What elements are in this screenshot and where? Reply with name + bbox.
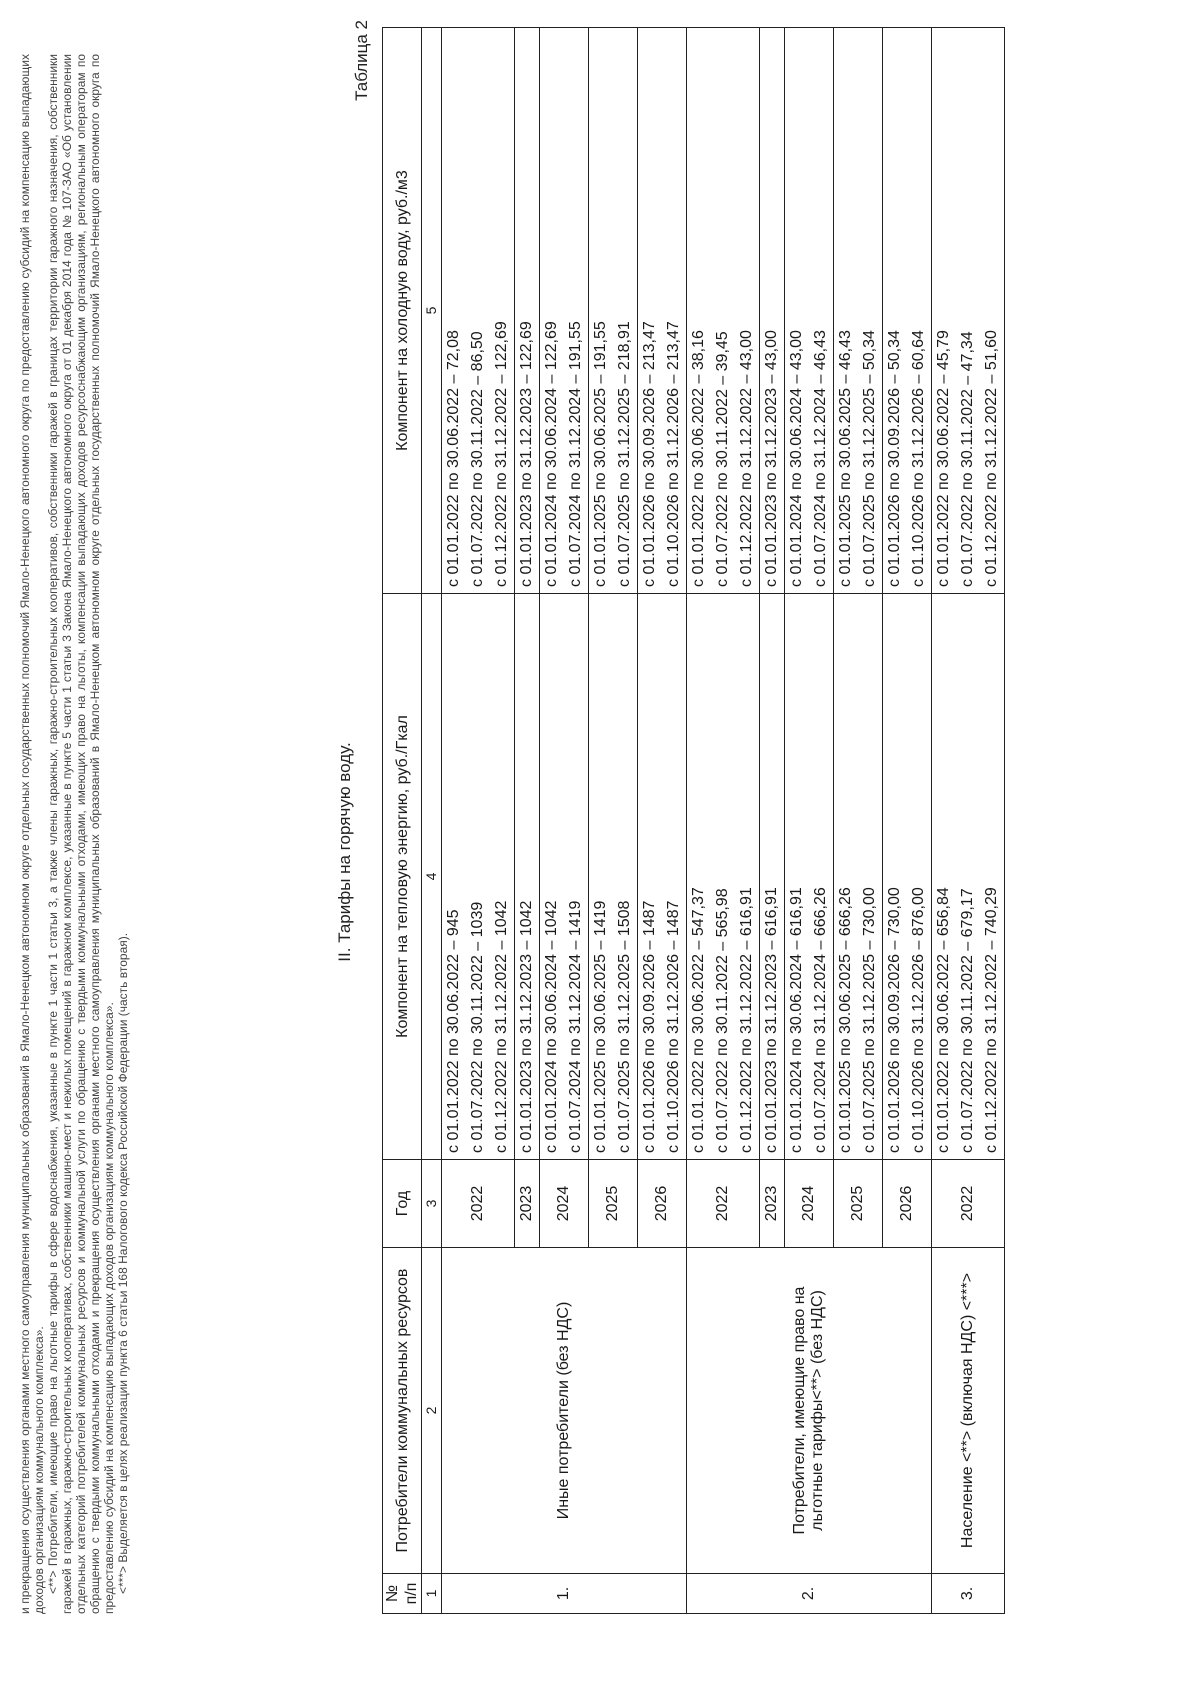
heat-tariff-period: с 01.01.2023 по 31.12.2023 – 616,91 [763,887,780,1153]
footnote-continuation: и прекращения осуществления органами местного самоуправления муниципальных образований в Ямало-Ненецком автономном округе отдельных государственных полномочий Ямало-Ненецкого автономного округа по предоставлению субсидий на компенсацию выпадающих доходов организациям коммунального комплекса». [18,54,46,1614]
heat-tariff-cell [932,594,1005,1160]
year-cell: 2022 [687,1160,760,1248]
heat-tariff-period: с 01.01.2025 по 30.06.2025 – 666,26 [837,887,854,1153]
water-tariff-period: с 01.01.2022 по 30.06.2022 – 72,08 [445,330,462,587]
column-number: 3 [422,1160,442,1248]
water-tariff-cell [540,28,589,594]
water-tariff-period: с 01.07.2024 по 31.12.2024 – 191,55 [567,321,584,587]
water-tariff-period: с 01.10.2026 по 31.12.2026 – 60,64 [910,330,927,587]
header-consumer: Потребители коммунальных ресурсов [383,1248,422,1574]
heat-tariff-period: с 01.01.2022 по 30.06.2022 – 945 [445,909,462,1153]
year-cell: 2023 [760,1160,785,1248]
year-cell: 2025 [834,1160,883,1248]
water-tariff-cell [515,28,540,594]
consumer-category: Население <**> (включая НДС) <***> [932,1248,1005,1574]
heat-tariff-cell [515,594,540,1160]
heat-tariff-cell [687,594,760,1160]
heat-tariff-cell [883,594,932,1160]
heat-tariff-period: с 01.10.2026 по 31.12.2026 – 876,00 [910,887,927,1153]
year-cell: 2024 [540,1160,589,1248]
heat-tariff-cell [589,594,638,1160]
water-tariff-cell [638,28,687,594]
water-tariff-cell [883,28,932,594]
table-label: Таблица 2 [352,20,371,101]
water-tariff-cell [589,28,638,594]
water-tariff-period: с 01.01.2025 по 30.06.2025 – 191,55 [592,321,609,587]
heat-tariff-cell [442,594,515,1160]
consumer-category: Иные потребители (без НДС) [442,1248,687,1574]
year-cell: 2022 [932,1160,1005,1248]
heat-tariff-period: с 01.12.2022 по 31.12.2022 – 616,91 [738,887,755,1153]
heat-tariff-period: с 01.07.2025 по 31.12.2025 – 730,00 [861,887,878,1153]
row-number: 2. [687,1574,932,1614]
water-tariff-period: с 01.07.2025 по 31.12.2025 – 50,34 [861,330,878,587]
column-number: 5 [422,28,442,594]
heat-tariff-period: с 01.07.2022 по 30.11.2022 – 1039 [469,901,486,1153]
water-tariff-period: с 01.01.2024 по 30.06.2024 – 122,69 [543,321,560,587]
header-number: № п/п [383,1574,422,1614]
water-tariff-period: с 01.01.2023 по 31.12.2023 – 122,69 [518,321,535,587]
tariff-table [382,27,1005,1614]
water-tariff-cell [834,28,883,594]
water-tariff-period: с 01.12.2022 по 31.12.2022 – 51,60 [983,330,1000,587]
column-number-row [422,28,442,1614]
heat-tariff-period: с 01.07.2024 по 31.12.2024 – 666,26 [812,887,829,1153]
heat-tariff-period: с 01.07.2022 по 30.11.2022 – 565,98 [714,888,731,1153]
heat-tariff-period: с 01.01.2025 по 30.06.2025 – 1419 [592,900,609,1153]
heat-tariff-period: с 01.12.2022 по 31.12.2022 – 1042 [493,900,510,1153]
water-tariff-period: с 01.12.2022 по 31.12.2022 – 43,00 [738,330,755,587]
heat-tariff-cell [540,594,589,1160]
water-tariff-period: с 01.01.2023 по 31.12.2023 – 43,00 [763,330,780,587]
water-tariff-cell [687,28,760,594]
heat-tariff-period: с 01.07.2024 по 31.12.2024 – 1419 [567,900,584,1153]
heat-tariff-period: с 01.07.2022 по 30.11.2022 – 679,17 [959,888,976,1153]
section-title: II. Тарифы на горячую воду. [335,742,354,962]
row-number: 1. [442,1574,687,1614]
header-water-component: Компонент на холодную воду, руб./м3 [383,28,422,594]
header-heat-component: Компонент на тепловую энергию, руб./Гкал [383,594,422,1160]
footnotes [18,54,130,1614]
year-cell: 2024 [785,1160,834,1248]
water-tariff-period: с 01.07.2024 по 31.12.2024 – 46,43 [812,330,829,587]
footnote-triple-asterisk: <***> Выделяется в целях реализации пункта 6 статьи 168 Налогового кодекса Российской Федерации (часть вторая). [116,932,130,1594]
footnote-double-asterisk: <**> Потребители, имеющие право на льготные тарифы в сфере водоснабжения, указанные в пункте 1 части 1 статьи 3, а также члены гаражных, гаражно-строительных кооперативов, собственники гаражей в границах территории гаражного назначения, собственники гаражей в гаражных, гаражно-строительных кооперативах, собственники машино-мест и нежилых помещений в гаражном комплексе, указанные в пункте 5 части 1 статьи 3 Закона Ямало-Ненецкого автономного округа от 01 декабря 2014 года № 107-ЗАО «Об установлении отдельных категорий потребителей коммунальных ресурсов и коммунальной услуги по обращению с твердыми коммунальными отходами, имеющих право на льготы, компенсации выпадающих доходов ресурсоснабжающим организациям, региональным операторам по обращению с твердыми коммунальными отходами и прекращения осуществления органами местного самоуправления муниципальных образований в Ямало-Ненецком автономном округе отдельных государственных полномочий Ямало-Ненецкого автономного округа по предоставлению субсидий на компенсацию выпадающих доходов организациям коммунального комплекса». [46,54,116,1614]
heat-tariff-period: с 01.01.2024 по 30.06.2024 – 1042 [543,900,560,1153]
heat-tariff-cell [834,594,883,1160]
heat-tariff-period: с 01.01.2026 по 30.09.2026 – 1487 [641,900,658,1153]
water-tariff-cell [785,28,834,594]
heat-tariff-period: с 01.01.2024 по 30.06.2024 – 616,91 [788,887,805,1153]
column-number: 4 [422,594,442,1160]
heat-tariff-period: с 01.10.2026 по 31.12.2026 – 1487 [665,900,682,1153]
water-tariff-period: с 01.07.2022 по 30.11.2022 – 86,50 [469,331,486,587]
year-cell: 2023 [515,1160,540,1248]
water-tariff-period: с 01.01.2022 по 30.06.2022 – 38,16 [690,330,707,587]
year-cell: 2026 [638,1160,687,1248]
water-tariff-period: с 01.12.2022 по 31.12.2022 – 122,69 [493,321,510,587]
table-body [442,28,1005,1614]
header-row [383,28,422,1614]
water-tariff-period: с 01.07.2022 по 30.11.2022 – 47,34 [959,331,976,587]
column-number: 1 [422,1574,442,1614]
heat-tariff-period: с 01.07.2025 по 31.12.2025 – 1508 [616,900,633,1153]
table-row [932,28,1005,1614]
water-tariff-cell [442,28,515,594]
water-tariff-period: с 01.10.2026 по 31.12.2026 – 213,47 [665,321,682,587]
water-tariff-period: с 01.07.2022 по 30.11.2022 – 39,45 [714,331,731,587]
year-cell: 2022 [442,1160,515,1248]
heat-tariff-cell [638,594,687,1160]
water-tariff-period: с 01.07.2025 по 31.12.2025 – 218,91 [616,321,633,587]
heat-tariff-period: с 01.12.2022 по 31.12.2022 – 740,29 [983,887,1000,1153]
table-row [442,28,515,1614]
heat-tariff-period: с 01.01.2022 по 30.06.2022 – 547,37 [690,887,707,1153]
water-tariff-cell [932,28,1005,594]
water-tariff-period: с 01.01.2026 по 30.09.2026 – 213,47 [641,321,658,587]
year-cell: 2026 [883,1160,932,1248]
heat-tariff-cell [760,594,785,1160]
heat-tariff-period: с 01.01.2022 по 30.06.2022 – 656,84 [935,887,952,1153]
water-tariff-period: с 01.01.2022 по 30.06.2022 – 45,79 [935,330,952,587]
row-number: 3. [932,1574,1005,1614]
water-tariff-period: с 01.01.2025 по 30.06.2025 – 46,43 [837,330,854,587]
heat-tariff-period: с 01.01.2026 по 30.09.2026 – 730,00 [886,887,903,1153]
header-year: Год [383,1160,422,1248]
water-tariff-cell [760,28,785,594]
water-tariff-period: с 01.01.2024 по 30.06.2024 – 43,00 [788,330,805,587]
column-number: 2 [422,1248,442,1574]
heat-tariff-cell [785,594,834,1160]
table-row [687,28,760,1614]
heat-tariff-period: с 01.01.2023 по 31.12.2023 – 1042 [518,900,535,1153]
year-cell: 2025 [589,1160,638,1248]
consumer-category: Потребители, имеющие право на льготные тарифы<**> (без НДС) [687,1248,932,1574]
water-tariff-period: с 01.01.2026 по 30.09.2026 – 50,34 [886,330,903,587]
